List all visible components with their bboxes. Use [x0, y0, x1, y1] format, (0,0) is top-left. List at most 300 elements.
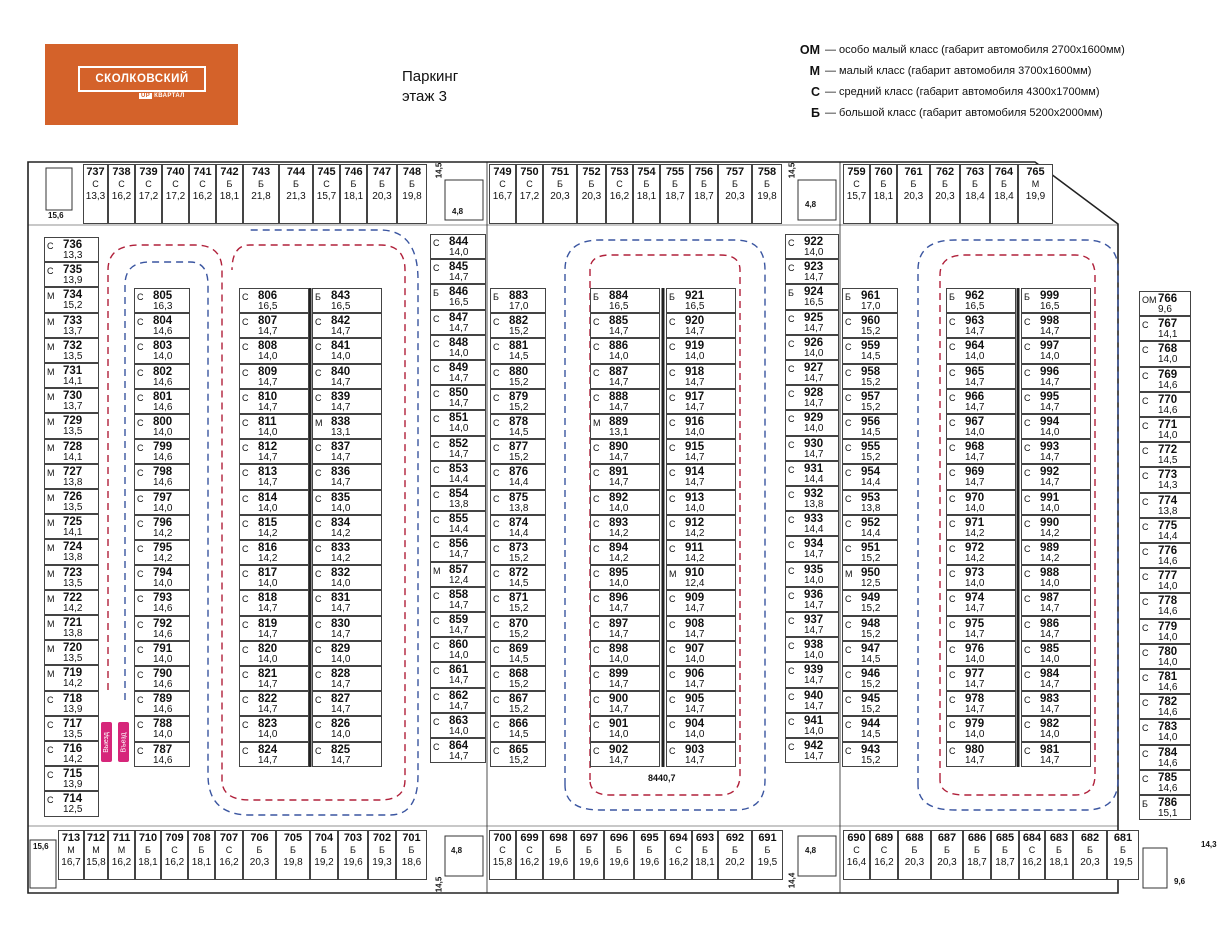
parking-space-989[interactable]: [1021, 540, 1091, 565]
parking-space-693[interactable]: [692, 830, 718, 880]
parking-space-768[interactable]: [1139, 341, 1191, 366]
parking-space-890[interactable]: [590, 439, 660, 464]
parking-space-812[interactable]: [239, 439, 309, 464]
parking-space-965[interactable]: [946, 364, 1016, 389]
parking-space-788[interactable]: [134, 716, 190, 741]
parking-space-952[interactable]: [842, 515, 898, 540]
parking-space-915[interactable]: [666, 439, 736, 464]
parking-space-798[interactable]: [134, 464, 190, 489]
parking-space-705[interactable]: [276, 830, 310, 880]
parking-space-697[interactable]: [574, 830, 604, 880]
parking-space-872[interactable]: [490, 565, 546, 590]
parking-space-746[interactable]: [340, 164, 367, 224]
parking-space-844[interactable]: [430, 234, 486, 259]
parking-space-960[interactable]: [842, 313, 898, 338]
parking-space-698[interactable]: [543, 830, 574, 880]
parking-space-813[interactable]: [239, 464, 309, 489]
parking-space-901[interactable]: [590, 716, 660, 741]
parking-space-819[interactable]: [239, 616, 309, 641]
parking-space-877[interactable]: [490, 439, 546, 464]
parking-space-683[interactable]: [1045, 830, 1073, 880]
parking-space-860[interactable]: [430, 637, 486, 662]
parking-space-735[interactable]: [44, 262, 99, 287]
parking-space-747[interactable]: [367, 164, 397, 224]
parking-space-684[interactable]: [1019, 830, 1045, 880]
parking-space-902[interactable]: [590, 742, 660, 767]
parking-space-858[interactable]: [430, 587, 486, 612]
parking-space-719[interactable]: [44, 665, 99, 690]
parking-space-755[interactable]: [660, 164, 690, 224]
parking-space-713[interactable]: [58, 830, 84, 880]
parking-space-966[interactable]: [946, 389, 1016, 414]
parking-space-721[interactable]: [44, 615, 99, 640]
parking-space-784[interactable]: [1139, 745, 1191, 770]
parking-space-893[interactable]: [590, 515, 660, 540]
parking-space-834[interactable]: [312, 515, 382, 540]
parking-space-754[interactable]: [633, 164, 660, 224]
parking-space-972[interactable]: [946, 540, 1016, 565]
parking-space-887[interactable]: [590, 364, 660, 389]
parking-space-852[interactable]: [430, 436, 486, 461]
parking-space-699[interactable]: [516, 830, 543, 880]
parking-space-857[interactable]: [430, 562, 486, 587]
parking-space-787[interactable]: [134, 742, 190, 767]
parking-space-827[interactable]: [312, 691, 382, 716]
parking-space-826[interactable]: [312, 716, 382, 741]
parking-space-924[interactable]: [785, 284, 839, 309]
parking-space-870[interactable]: [490, 616, 546, 641]
parking-space-797[interactable]: [134, 490, 190, 515]
parking-space-792[interactable]: [134, 616, 190, 641]
parking-space-896[interactable]: [590, 590, 660, 615]
parking-space-996[interactable]: [1021, 364, 1091, 389]
parking-space-855[interactable]: [430, 511, 486, 536]
parking-space-782[interactable]: [1139, 694, 1191, 719]
parking-space-837[interactable]: [312, 439, 382, 464]
parking-space-892[interactable]: [590, 490, 660, 515]
parking-space-849[interactable]: [430, 360, 486, 385]
parking-space-738[interactable]: [108, 164, 135, 224]
parking-space-736[interactable]: [44, 237, 99, 262]
parking-space-799[interactable]: [134, 439, 190, 464]
parking-space-695[interactable]: [634, 830, 665, 880]
parking-space-921[interactable]: [666, 288, 736, 313]
parking-space-917[interactable]: [666, 389, 736, 414]
parking-space-829[interactable]: [312, 641, 382, 666]
parking-space-866[interactable]: [490, 716, 546, 741]
parking-space-816[interactable]: [239, 540, 309, 565]
parking-space-774[interactable]: [1139, 493, 1191, 518]
parking-space-936[interactable]: [785, 587, 839, 612]
parking-space-867[interactable]: [490, 691, 546, 716]
parking-space-789[interactable]: [134, 691, 190, 716]
parking-space-884[interactable]: [590, 288, 660, 313]
parking-space-778[interactable]: [1139, 593, 1191, 618]
parking-space-682[interactable]: [1073, 830, 1107, 880]
parking-space-704[interactable]: [310, 830, 338, 880]
parking-space-851[interactable]: [430, 410, 486, 435]
parking-space-806[interactable]: [239, 288, 309, 313]
parking-space-726[interactable]: [44, 489, 99, 514]
parking-space-888[interactable]: [590, 389, 660, 414]
parking-space-803[interactable]: [134, 338, 190, 363]
parking-space-934[interactable]: [785, 536, 839, 561]
parking-space-939[interactable]: [785, 662, 839, 687]
parking-space-941[interactable]: [785, 713, 839, 738]
parking-space-688[interactable]: [898, 830, 931, 880]
parking-space-823[interactable]: [239, 716, 309, 741]
parking-space-773[interactable]: [1139, 467, 1191, 492]
parking-space-903[interactable]: [666, 742, 736, 767]
parking-space-929[interactable]: [785, 410, 839, 435]
parking-space-709[interactable]: [161, 830, 188, 880]
parking-space-910[interactable]: [666, 565, 736, 590]
parking-space-794[interactable]: [134, 565, 190, 590]
parking-space-886[interactable]: [590, 338, 660, 363]
parking-space-786[interactable]: [1139, 795, 1191, 820]
parking-space-731[interactable]: [44, 363, 99, 388]
parking-space-969[interactable]: [946, 464, 1016, 489]
parking-space-975[interactable]: [946, 616, 1016, 641]
parking-space-992[interactable]: [1021, 464, 1091, 489]
parking-space-904[interactable]: [666, 716, 736, 741]
parking-space-943[interactable]: [842, 742, 898, 767]
parking-space-842[interactable]: [312, 313, 382, 338]
parking-space-871[interactable]: [490, 590, 546, 615]
parking-space-724[interactable]: [44, 539, 99, 564]
parking-space-712[interactable]: [84, 830, 108, 880]
parking-space-927[interactable]: [785, 360, 839, 385]
parking-space-729[interactable]: [44, 413, 99, 438]
parking-space-931[interactable]: [785, 461, 839, 486]
parking-space-971[interactable]: [946, 515, 1016, 540]
parking-space-715[interactable]: [44, 766, 99, 791]
parking-space-980[interactable]: [946, 742, 1016, 767]
parking-space-791[interactable]: [134, 641, 190, 666]
parking-space-734[interactable]: [44, 287, 99, 312]
parking-space-765[interactable]: [1018, 164, 1053, 224]
parking-space-785[interactable]: [1139, 770, 1191, 795]
parking-space-821[interactable]: [239, 666, 309, 691]
parking-space-991[interactable]: [1021, 490, 1091, 515]
parking-space-748[interactable]: [397, 164, 427, 224]
parking-space-850[interactable]: [430, 385, 486, 410]
parking-space-741[interactable]: [189, 164, 216, 224]
parking-space-995[interactable]: [1021, 389, 1091, 414]
parking-space-982[interactable]: [1021, 716, 1091, 741]
parking-space-964[interactable]: [946, 338, 1016, 363]
parking-space-694[interactable]: [665, 830, 692, 880]
parking-space-706[interactable]: [243, 830, 276, 880]
parking-space-938[interactable]: [785, 637, 839, 662]
parking-space-733[interactable]: [44, 313, 99, 338]
parking-space-845[interactable]: [430, 259, 486, 284]
parking-space-856[interactable]: [430, 536, 486, 561]
parking-space-757[interactable]: [718, 164, 752, 224]
parking-space-967[interactable]: [946, 414, 1016, 439]
parking-space-824[interactable]: [239, 742, 309, 767]
parking-space-771[interactable]: [1139, 417, 1191, 442]
parking-space-958[interactable]: [842, 364, 898, 389]
parking-space-874[interactable]: [490, 515, 546, 540]
parking-space-714[interactable]: [44, 791, 99, 816]
parking-space-978[interactable]: [946, 691, 1016, 716]
parking-space-783[interactable]: [1139, 719, 1191, 744]
parking-space-859[interactable]: [430, 612, 486, 637]
parking-space-690[interactable]: [843, 830, 870, 880]
parking-space-961[interactable]: [842, 288, 898, 313]
parking-space-760[interactable]: [870, 164, 897, 224]
parking-space-810[interactable]: [239, 389, 309, 414]
parking-space-840[interactable]: [312, 364, 382, 389]
parking-space-918[interactable]: [666, 364, 736, 389]
parking-space-916[interactable]: [666, 414, 736, 439]
parking-space-717[interactable]: [44, 716, 99, 741]
parking-space-808[interactable]: [239, 338, 309, 363]
parking-space-703[interactable]: [338, 830, 368, 880]
parking-space-954[interactable]: [842, 464, 898, 489]
parking-space-835[interactable]: [312, 490, 382, 515]
parking-space-854[interactable]: [430, 486, 486, 511]
parking-space-764[interactable]: [990, 164, 1018, 224]
parking-space-689[interactable]: [870, 830, 898, 880]
parking-space-728[interactable]: [44, 439, 99, 464]
parking-space-825[interactable]: [312, 742, 382, 767]
parking-space-987[interactable]: [1021, 590, 1091, 615]
parking-space-751[interactable]: [543, 164, 577, 224]
parking-space-953[interactable]: [842, 490, 898, 515]
parking-space-907[interactable]: [666, 641, 736, 666]
parking-space-990[interactable]: [1021, 515, 1091, 540]
parking-space-993[interactable]: [1021, 439, 1091, 464]
parking-space-900[interactable]: [590, 691, 660, 716]
parking-space-984[interactable]: [1021, 666, 1091, 691]
parking-space-891[interactable]: [590, 464, 660, 489]
parking-space-839[interactable]: [312, 389, 382, 414]
parking-space-781[interactable]: [1139, 669, 1191, 694]
parking-space-756[interactable]: [690, 164, 718, 224]
parking-space-740[interactable]: [162, 164, 189, 224]
parking-space-863[interactable]: [430, 713, 486, 738]
parking-space-795[interactable]: [134, 540, 190, 565]
parking-space-970[interactable]: [946, 490, 1016, 515]
parking-space-832[interactable]: [312, 565, 382, 590]
parking-space-950[interactable]: [842, 565, 898, 590]
parking-space-749[interactable]: [489, 164, 516, 224]
parking-space-920[interactable]: [666, 313, 736, 338]
parking-space-880[interactable]: [490, 364, 546, 389]
parking-space-962[interactable]: [946, 288, 1016, 313]
parking-space-727[interactable]: [44, 464, 99, 489]
parking-space-913[interactable]: [666, 490, 736, 515]
parking-space-948[interactable]: [842, 616, 898, 641]
parking-space-889[interactable]: [590, 414, 660, 439]
parking-space-979[interactable]: [946, 716, 1016, 741]
parking-space-739[interactable]: [135, 164, 162, 224]
parking-space-702[interactable]: [368, 830, 396, 880]
parking-space-723[interactable]: [44, 565, 99, 590]
parking-space-815[interactable]: [239, 515, 309, 540]
parking-space-831[interactable]: [312, 590, 382, 615]
parking-space-777[interactable]: [1139, 568, 1191, 593]
parking-space-973[interactable]: [946, 565, 1016, 590]
parking-space-685[interactable]: [991, 830, 1019, 880]
parking-space-897[interactable]: [590, 616, 660, 641]
parking-space-875[interactable]: [490, 490, 546, 515]
parking-space-853[interactable]: [430, 461, 486, 486]
parking-space-883[interactable]: [490, 288, 546, 313]
parking-space-753[interactable]: [606, 164, 633, 224]
parking-space-959[interactable]: [842, 338, 898, 363]
parking-space-862[interactable]: [430, 688, 486, 713]
parking-space-848[interactable]: [430, 335, 486, 360]
parking-space-994[interactable]: [1021, 414, 1091, 439]
parking-space-793[interactable]: [134, 590, 190, 615]
parking-space-780[interactable]: [1139, 644, 1191, 669]
parking-space-868[interactable]: [490, 666, 546, 691]
parking-space-700[interactable]: [489, 830, 516, 880]
parking-space-804[interactable]: [134, 313, 190, 338]
parking-space-833[interactable]: [312, 540, 382, 565]
parking-space-919[interactable]: [666, 338, 736, 363]
parking-space-873[interactable]: [490, 540, 546, 565]
parking-space-908[interactable]: [666, 616, 736, 641]
parking-space-707[interactable]: [215, 830, 243, 880]
parking-space-801[interactable]: [134, 389, 190, 414]
parking-space-716[interactable]: [44, 741, 99, 766]
parking-space-942[interactable]: [785, 738, 839, 763]
parking-space-999[interactable]: [1021, 288, 1091, 313]
parking-space-769[interactable]: [1139, 367, 1191, 392]
parking-space-878[interactable]: [490, 414, 546, 439]
parking-space-800[interactable]: [134, 414, 190, 439]
parking-space-776[interactable]: [1139, 543, 1191, 568]
parking-space-767[interactable]: [1139, 316, 1191, 341]
parking-space-737[interactable]: [83, 164, 108, 224]
parking-space-933[interactable]: [785, 511, 839, 536]
parking-space-732[interactable]: [44, 338, 99, 363]
parking-space-691[interactable]: [752, 830, 783, 880]
parking-space-869[interactable]: [490, 641, 546, 666]
parking-space-885[interactable]: [590, 313, 660, 338]
parking-space-928[interactable]: [785, 385, 839, 410]
parking-space-988[interactable]: [1021, 565, 1091, 590]
parking-space-923[interactable]: [785, 259, 839, 284]
parking-space-876[interactable]: [490, 464, 546, 489]
parking-space-922[interactable]: [785, 234, 839, 259]
parking-space-817[interactable]: [239, 565, 309, 590]
parking-space-841[interactable]: [312, 338, 382, 363]
parking-space-725[interactable]: [44, 514, 99, 539]
parking-space-836[interactable]: [312, 464, 382, 489]
parking-space-977[interactable]: [946, 666, 1016, 691]
parking-space-998[interactable]: [1021, 313, 1091, 338]
parking-space-864[interactable]: [430, 738, 486, 763]
parking-space-926[interactable]: [785, 335, 839, 360]
parking-space-925[interactable]: [785, 310, 839, 335]
parking-space-811[interactable]: [239, 414, 309, 439]
parking-space-946[interactable]: [842, 666, 898, 691]
parking-space-937[interactable]: [785, 612, 839, 637]
parking-space-742[interactable]: [216, 164, 243, 224]
parking-space-820[interactable]: [239, 641, 309, 666]
parking-space-710[interactable]: [135, 830, 161, 880]
parking-space-807[interactable]: [239, 313, 309, 338]
parking-space-752[interactable]: [577, 164, 606, 224]
parking-space-779[interactable]: [1139, 619, 1191, 644]
parking-space-905[interactable]: [666, 691, 736, 716]
parking-space-762[interactable]: [930, 164, 960, 224]
parking-space-790[interactable]: [134, 666, 190, 691]
parking-space-743[interactable]: [243, 164, 279, 224]
parking-space-828[interactable]: [312, 666, 382, 691]
parking-space-955[interactable]: [842, 439, 898, 464]
parking-space-932[interactable]: [785, 486, 839, 511]
parking-space-895[interactable]: [590, 565, 660, 590]
parking-space-968[interactable]: [946, 439, 1016, 464]
parking-space-722[interactable]: [44, 590, 99, 615]
parking-space-945[interactable]: [842, 691, 898, 716]
parking-space-951[interactable]: [842, 540, 898, 565]
parking-space-963[interactable]: [946, 313, 1016, 338]
parking-space-914[interactable]: [666, 464, 736, 489]
parking-space-956[interactable]: [842, 414, 898, 439]
parking-space-865[interactable]: [490, 742, 546, 767]
parking-space-759[interactable]: [843, 164, 870, 224]
parking-space-763[interactable]: [960, 164, 990, 224]
parking-space-822[interactable]: [239, 691, 309, 716]
parking-space-976[interactable]: [946, 641, 1016, 666]
parking-space-718[interactable]: [44, 691, 99, 716]
parking-space-745[interactable]: [313, 164, 340, 224]
parking-space-846[interactable]: [430, 284, 486, 309]
parking-space-770[interactable]: [1139, 392, 1191, 417]
parking-space-814[interactable]: [239, 490, 309, 515]
parking-space-744[interactable]: [279, 164, 313, 224]
parking-space-796[interactable]: [134, 515, 190, 540]
parking-space-847[interactable]: [430, 310, 486, 335]
parking-space-986[interactable]: [1021, 616, 1091, 641]
parking-space-930[interactable]: [785, 436, 839, 461]
parking-space-696[interactable]: [604, 830, 634, 880]
parking-space-861[interactable]: [430, 662, 486, 687]
parking-space-830[interactable]: [312, 616, 382, 641]
parking-space-843[interactable]: [312, 288, 382, 313]
parking-space-772[interactable]: [1139, 442, 1191, 467]
parking-space-911[interactable]: [666, 540, 736, 565]
parking-space-974[interactable]: [946, 590, 1016, 615]
parking-space-944[interactable]: [842, 716, 898, 741]
parking-space-879[interactable]: [490, 389, 546, 414]
parking-space-730[interactable]: [44, 388, 99, 413]
parking-space-687[interactable]: [931, 830, 963, 880]
parking-space-701[interactable]: [396, 830, 427, 880]
parking-space-906[interactable]: [666, 666, 736, 691]
parking-space-838[interactable]: [312, 414, 382, 439]
parking-space-711[interactable]: [108, 830, 135, 880]
parking-space-881[interactable]: [490, 338, 546, 363]
parking-space-935[interactable]: [785, 562, 839, 587]
parking-space-983[interactable]: [1021, 691, 1091, 716]
parking-space-708[interactable]: [188, 830, 215, 880]
parking-space-758[interactable]: [752, 164, 782, 224]
parking-space-766[interactable]: [1139, 291, 1191, 316]
parking-space-997[interactable]: [1021, 338, 1091, 363]
parking-space-894[interactable]: [590, 540, 660, 565]
parking-space-949[interactable]: [842, 590, 898, 615]
parking-space-909[interactable]: [666, 590, 736, 615]
parking-space-912[interactable]: [666, 515, 736, 540]
